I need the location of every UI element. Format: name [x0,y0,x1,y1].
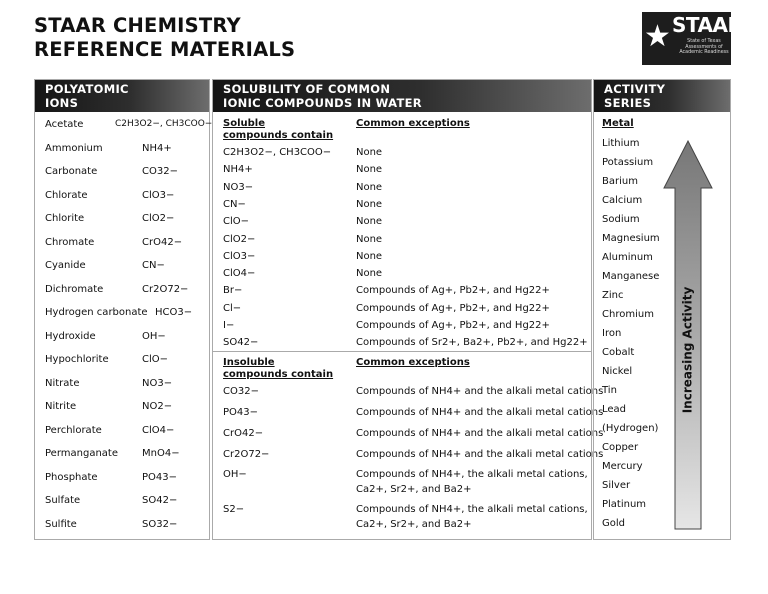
ion-name: Nitrite [45,401,77,412]
metal-item: Potassium [602,157,654,168]
star-icon: ★ [644,19,671,54]
heading-line: compounds contain [223,130,334,141]
metal-item: Cobalt [602,347,635,358]
ion-name: Cyanide [45,260,86,271]
logo-wordmark: STAAR [672,13,743,37]
insoluble-heading [223,357,333,381]
page-title [34,14,295,62]
insoluble-exception: Ca2+, Sr2+, and Ba2+ [356,484,472,495]
insoluble-ion: CO32− [223,386,259,397]
increasing-activity-arrow-icon [663,140,713,532]
logo-sub-line: Academic Readiness [679,50,729,56]
soluble-ion: ClO3− [223,250,256,262]
insoluble-exception: Compounds of NH4+ and the alkali metal cations [356,428,604,439]
insoluble-ion: PO43− [223,407,259,418]
insoluble-ion: Cr2O72− [223,449,270,460]
metal-item: Mercury [602,461,643,472]
soluble-ion: CN− [223,198,246,210]
insoluble-ion: CrO42− [223,428,264,439]
metal-item: Platinum [602,499,647,510]
metal-heading: Metal [602,118,634,129]
ion-name: Hypochlorite [45,354,109,365]
ion-name: Hydrogen carbonate [45,307,148,318]
metal-item: Zinc [602,290,624,301]
header-line: SOLUBILITY OF COMMON [223,82,391,96]
ion-name: Sulfite [45,518,77,530]
insoluble-exception: Compounds of NH4+, the alkali metal cations, [356,504,588,515]
soluble-ion: ClO− [223,216,250,228]
ion-name: Chromate [45,236,95,248]
metal-item: Manganese [602,271,660,282]
soluble-heading [223,118,333,142]
title-line-1: STAAR CHEMISTRY [34,14,241,37]
soluble-exception: Compounds of Ag+, Pb2+, and Hg22+ [356,302,550,314]
polyatomic-ions-header [35,80,209,112]
insoluble-ion: OH− [223,469,247,480]
ion-formula: MnO4− [142,448,180,459]
soluble-ion: ClO4− [223,268,256,280]
header-line: IONIC COMPOUNDS IN WATER [223,96,422,110]
header-line: ACTIVITY [604,82,666,96]
soluble-ion: I− [223,320,235,331]
ion-formula: HCO3− [155,307,193,318]
heading-line: compounds contain [223,369,334,380]
ion-formula: PO43− [142,471,178,483]
ion-name: Permanganate [45,448,118,459]
ion-formula: ClO4− [142,424,175,436]
ion-name: Hydroxide [45,330,96,342]
insoluble-ion: S2− [223,504,245,515]
insoluble-exception: Compounds of NH4+, the alkali metal cations, [356,469,588,480]
title-line-2: REFERENCE MATERIALS [34,38,296,61]
solubility-panel [212,79,604,540]
ion-name: Ammonium [45,142,103,154]
ion-formula: NO3− [142,377,173,389]
ion-formula: ClO3− [142,189,175,201]
soluble-exception: None [356,216,383,228]
metal-item: Iron [602,328,622,339]
ion-formula: C2H3O2−, CH3COO− [115,119,213,129]
metal-item: Aluminum [602,252,653,263]
logo-subtitle [678,39,730,56]
soluble-exception: Compounds of Sr2+, Ba2+, Pb2+, and Hg22+ [356,337,588,349]
header-line: IONS [45,96,79,110]
insoluble-exception: Compounds of NH4+ and the alkali metal cations [356,386,604,397]
soluble-exception: None [356,181,383,193]
ion-name: Chlorite [45,213,85,224]
ion-name: Chlorate [45,189,88,201]
soluble-ion: Br− [223,285,243,297]
soluble-exception: None [356,164,383,176]
ion-name: Nitrate [45,377,80,389]
metal-item: (Hydrogen) [602,423,659,434]
soluble-exception: None [356,147,383,158]
metal-item: Lithium [602,138,640,149]
ion-formula: OH− [142,330,166,342]
metal-item: Chromium [602,309,654,320]
polyatomic-ions-panel [34,79,213,540]
soluble-ion: SO42− [223,337,259,349]
metal-item: Silver [602,480,631,491]
soluble-exception: None [356,233,383,245]
ion-name: Perchlorate [45,424,102,436]
soluble-exception: None [356,250,383,262]
activity-series-header [594,80,730,112]
insoluble-exception: Compounds of NH4+ and the alkali metal cations [356,449,604,460]
section-divider [213,351,591,352]
ion-formula: ClO− [142,354,169,365]
ion-formula: CO32− [142,166,178,177]
metal-item: Magnesium [602,233,660,244]
ion-formula: CrO42− [142,236,183,248]
soluble-ion: NH4+ [223,164,253,176]
heading-line: Insoluble [223,357,275,368]
metal-item: Calcium [602,195,643,206]
soluble-exception: None [356,268,383,280]
ion-formula: NH4+ [142,142,172,154]
staar-logo [642,12,743,65]
ion-formula: Cr2O72− [142,283,189,295]
metal-item: Barium [602,176,638,187]
metal-item: Gold [602,518,625,529]
insoluble-exception: Ca2+, Sr2+, and Ba2+ [356,519,472,530]
ion-name: Sulfate [45,495,81,506]
metal-item: Lead [602,404,627,415]
soluble-exception: None [356,198,383,210]
header-line: POLYATOMIC [45,82,129,96]
soluble-exception: Compounds of Ag+, Pb2+, and Hg22+ [356,285,550,297]
header-line: SERIES [604,96,652,110]
insoluble-exception: Compounds of NH4+ and the alkali metal cations [356,407,604,418]
metal-item: Copper [602,442,639,453]
soluble-ion: NO3− [223,181,254,193]
insoluble-exceptions-heading: Common exceptions [356,357,470,368]
logo-sub-line: Assessments of [685,44,723,50]
arrow-label: Increasing Activity [680,286,695,414]
soluble-exceptions-heading: Common exceptions [356,118,470,129]
ion-name: Phosphate [45,471,98,483]
soluble-ion: Cl− [223,302,242,314]
ion-formula: NO2− [142,401,173,412]
soluble-ion: ClO2− [223,233,256,245]
ion-formula: ClO2− [142,213,175,224]
activity-series-panel [593,79,731,540]
metal-item: Sodium [602,214,640,225]
ion-formula: SO42− [142,495,178,506]
ion-name: Carbonate [45,166,98,177]
soluble-exception: Compounds of Ag+, Pb2+, and Hg22+ [356,320,550,331]
logo-sub-line: State of Texas [687,39,721,44]
soluble-ion: C2H3O2−, CH3COO− [223,147,332,158]
metal-item: Nickel [602,366,633,377]
ion-name: Acetate [45,119,84,130]
solubility-header [213,80,591,112]
ion-formula: SO32− [142,518,178,530]
metal-item: Tin [602,385,617,396]
ion-formula: CN− [142,260,165,271]
heading-line: Soluble [223,118,265,129]
ion-name: Dichromate [45,283,104,295]
